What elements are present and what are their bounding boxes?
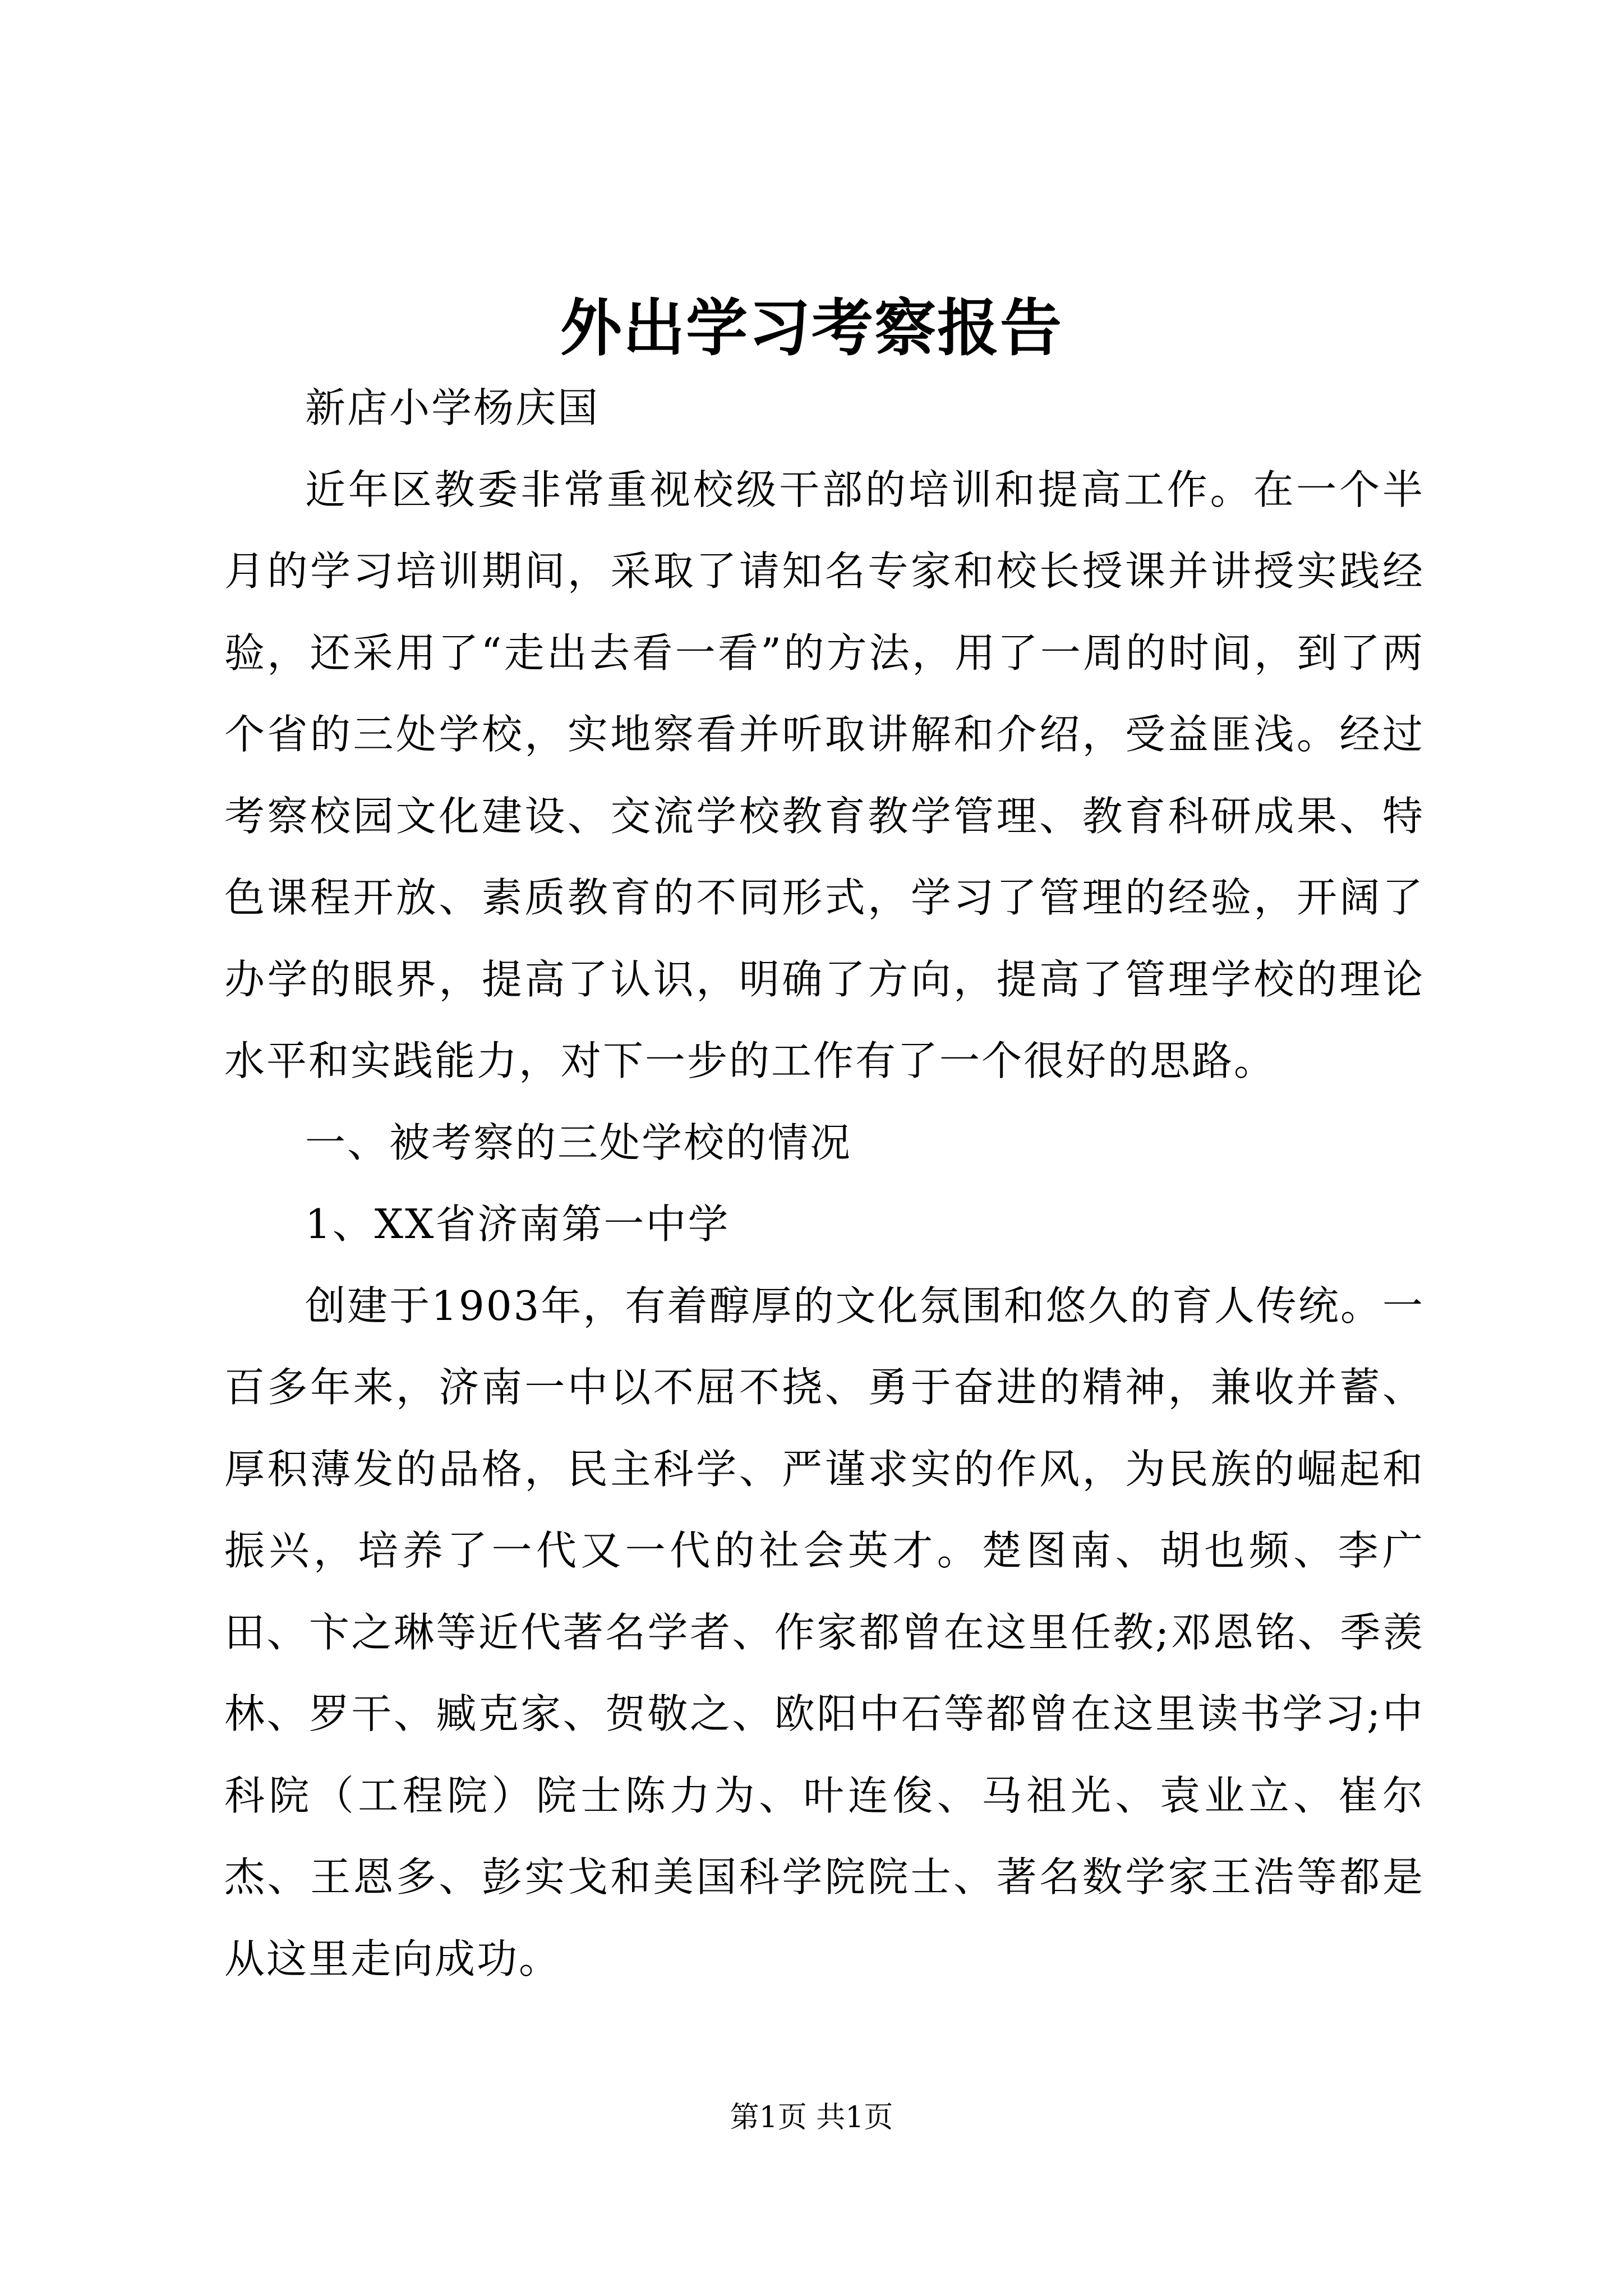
document-body — [224, 367, 1424, 2000]
author-line: 新店小学杨庆国 — [305, 384, 600, 431]
subsection-heading: 1、XX省济南第一中学 — [305, 1200, 730, 1248]
intro-paragraph: 近年区教委非常重视校级干部的培训和提高工作。在一个半月的学习培训期间，采取了请知名专家和校长授课并讲授实践经验，还采用了“走出去看一看”的方法，用了一周的时间，到了两个省的三处学校，实地察看并听取讲解和介绍，受益匪浅。经过考察校园文化建设、交流学校教育教学管理、教育科研成果、特色课程开放、素质教育的不同形式，学习了管理的经验，开阔了办学的眼界，提高了认识，明确了方向，提高了管理学校的理论水平和实践能力，对下一步的工作有了一个很好的思路。 — [224, 466, 1424, 1084]
section-heading: 一、被考察的三处学校的情况 — [305, 1119, 852, 1166]
page-footer: 第1页 共1页 — [730, 2101, 893, 2134]
document-title: 外出学习考察报告 — [560, 292, 1063, 364]
school-description-paragraph: 创建于1903年，有着醇厚的文化氛围和悠久的育人传统。一百多年来，济南一中以不屈不挠、勇于奋进的精神，兼收并蓄、厚积薄发的品格，民主科学、严谨求实的作风，为民族的崛起和振兴，培养了一代又一代的社会英才。楚图南、胡也频、李广田、卞之琳等近代著名学者、作家都曾在这里任教;邓恩铭、季羡林、罗干、臧克家、贺敬之、欧阳中石等都曾在这里读书学习;中科院（工程院）院士陈力为、叶连俊、马祖光、袁业立、崔尔杰、王恩多、彭实戈和美国科学院院士、著名数学家王浩等都是从这里走向成功。 — [224, 1282, 1424, 1982]
